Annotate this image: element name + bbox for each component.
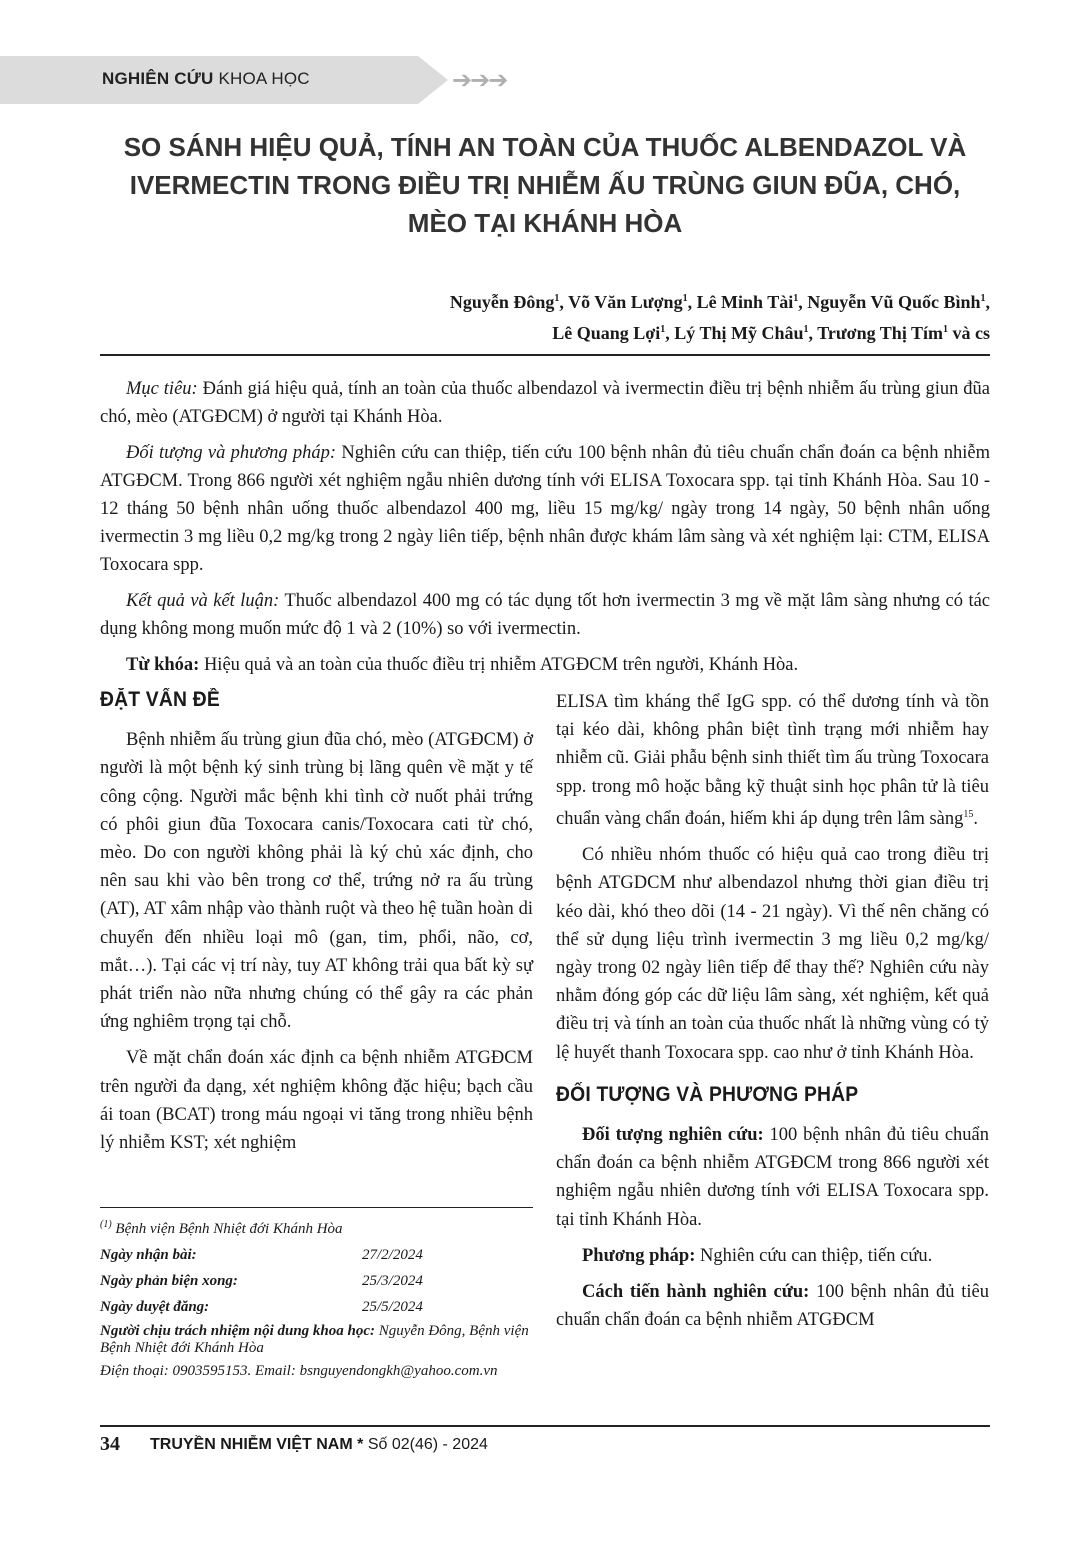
author-name: Nguyễn Vũ Quốc Bình xyxy=(807,292,981,312)
author-tail: và cs xyxy=(952,323,990,343)
author-name: Lê Minh Tài xyxy=(696,292,794,312)
abstract-label: Đối tượng và phương pháp: xyxy=(126,443,337,463)
abstract-text: Đánh giá hiệu quả, tính an toàn của thuốc albendazol và ivermectin điều trị bệnh nhiễm ấu trùng giun đũa chó, mèo (ATGĐCM) ở người tại Khánh Hòa. xyxy=(100,379,990,427)
arrow-right-icon: ➔➔➔ xyxy=(452,66,507,94)
date-value: 27/2/2024 xyxy=(362,1247,423,1263)
responsible-person xyxy=(100,1323,533,1357)
author-name: Lý Thị Mỹ Châu xyxy=(674,323,804,343)
author-name: Trương Thị Tím xyxy=(817,323,943,343)
author-name: Võ Văn Lượng xyxy=(568,292,683,312)
paragraph-text: 100 bệnh nhân đủ tiêu chuẩn chẩn đoán ca bệnh nhiễm ATGĐCM trong 866 người xét nghiệm ngẫu nhiên dương tính với ELISA Toxocara spp. tại tỉnh Khánh Hòa. xyxy=(556,1125,989,1230)
affiliation-mark: 1 xyxy=(803,324,809,335)
abstract-label: Mục tiêu: xyxy=(126,379,198,399)
affiliation-mark: 1 xyxy=(554,293,560,304)
date-label: Ngày duyệt đăng: xyxy=(100,1299,210,1315)
author-name: Lê Quang Lợi xyxy=(552,323,661,343)
paragraph: Về mặt chẩn đoán xác định ca bệnh nhiễm ATGĐCM trên người đa dạng, xét nghiệm không đặc hiệu; bạch cầu ái toan (BCAT) trong máu ngoại vi tăng trong nhiều bệnh lý nhiễm KST; xét nghiệm xyxy=(100,1048,533,1154)
responsible-label: Người chịu trách nhiệm nội dung khoa học: xyxy=(100,1323,376,1339)
paragraph-text: Nghiên cứu can thiệp, tiến cứu. xyxy=(700,1245,933,1266)
author-list: Nguyễn Đông$^1$, Võ Văn Lượng$^1$, Lê Minh Tài$^1$, Nguyễn Vũ Quốc Bình$^1$, Lê Quang Lợi$^1$, Lý Thị Mỹ Châu$^1$, Trương Thị Tím$^1$ và cs xyxy=(449,292,990,343)
responsible-value: Nguyễn Đông, Bệnh viện Bệnh Nhiệt đới Khánh Hòa xyxy=(100,1323,529,1356)
section-label-light: KHOA HỌC xyxy=(218,69,310,88)
paragraph-label: Phương pháp: xyxy=(582,1245,696,1266)
paragraph xyxy=(556,1121,989,1234)
section-heading: ĐỐI TƯỢNG VÀ PHƯƠNG PHÁP xyxy=(556,1082,859,1106)
section-label xyxy=(102,69,310,89)
date-row xyxy=(100,1294,533,1320)
abstract-label: Kết quả và kết luận: xyxy=(126,591,280,611)
paragraph-label: Cách tiến hành nghiên cứu: xyxy=(582,1282,810,1303)
abstract-keywords xyxy=(100,651,990,679)
reference-mark: 15 xyxy=(963,808,974,820)
journal-name xyxy=(150,1436,488,1454)
paragraph: ELISA tìm kháng thể IgG spp. có thể dương tính và tồn tại kéo dài, không phân biệt tình trạng mới nhiễm hay nhiễm cũ. Giải phẫu bệnh sinh thiết tìm ấu trùng Toxocara spp. trong mô hoặc bằng kỹ thuật sinh học phân tử là tiêu chuẩn vàng chẩn đoán, hiếm khi áp dụng trên lâm sàng$^{15}$. xyxy=(556,692,989,829)
author-name: Nguyễn Đông xyxy=(449,292,555,312)
footnote-affiliation xyxy=(100,1212,533,1242)
affiliation-mark: 1 xyxy=(660,324,666,335)
date-label: Ngày phản biện xong: xyxy=(100,1273,238,1289)
paragraph xyxy=(556,1242,989,1270)
section-heading: ĐẶT VẤN ĐỀ xyxy=(100,688,220,711)
paragraph-text: 100 bệnh nhân đủ tiêu chuẩn chẩn đoán ca bệnh nhiễm ATGĐCM xyxy=(556,1282,990,1331)
date-row xyxy=(100,1242,533,1268)
affiliation-mark: 1 xyxy=(793,293,799,304)
affiliation-mark: 1 xyxy=(682,293,688,304)
footer-divider xyxy=(100,1425,990,1427)
date-value: 25/5/2024 xyxy=(362,1299,423,1315)
contact-info: Điện thoại: 0903595153. Email: bsnguyendongkh@yahoo.com.vn xyxy=(100,1363,498,1379)
divider xyxy=(100,354,990,356)
paragraph: Có nhiều nhóm thuốc có hiệu quả cao trong điều trị bệnh ATGDCM như albendazol nhưng thời gian điều trị kéo dài, khó theo dõi (14 - 21 ngày). Vì thế nên chăng có thể sử dụng liệu trình ivermectin 3 mg liều 0,2 mg/kg/ ngày trong 02 ngày liên tiếp để thay thế? Nghiên cứu này nhằm đóng góp các dữ liệu lâm sàng, xét nghiệm, kết quả điều trị và tính an toàn của thuốc nhất là những vùng có tỷ lệ huyết thanh Toxocara spp. cao như ở tỉnh Khánh Hòa. xyxy=(556,845,989,1063)
date-row xyxy=(100,1268,533,1294)
journal-title: TRUYỀN NHIỄM VIỆT NAM xyxy=(150,1436,353,1453)
left-column xyxy=(100,686,533,1165)
page-number: 34 xyxy=(100,1433,120,1455)
paragraph-text: ELISA tìm kháng thể IgG spp. có thể dương tính và tồn tại kéo dài, không phân biệt tình trạng mới nhiễm hay nhiễm cũ. Giải phẫu bệnh sinh thiết tìm ấu trùng Toxocara spp. trong mô hoặc bằng kỹ thuật sinh học phân tử là tiêu chuẩn vàng chẩn đoán, hiếm khi áp dụng trên lâm sàng xyxy=(556,692,989,829)
right-column xyxy=(556,688,989,1342)
paragraph xyxy=(556,1278,989,1334)
abstract-methods xyxy=(100,439,990,579)
journal-separator: * xyxy=(357,1436,364,1453)
article-title: SO SÁNH HIỆU QUẢ, TÍNH AN TOÀN CỦA THUỐC ALBENDAZOL VÀ IVERMECTIN TRONG ĐIỀU TRỊ NHIỄM ẤU TRÙNG GIUN ĐŨA, CHÓ, MÈO TẠI KHÁNH HÒA xyxy=(123,132,967,238)
abstract-text: Thuốc albendazol 400 mg có tác dụng tốt hơn ivermectin 3 mg về mặt lâm sàng nhưng có tác dụng không mong muốn mức độ 1 và 2 (10%) so với ivermectin. xyxy=(100,591,991,639)
affiliation-mark: (1) xyxy=(100,1219,112,1230)
paragraph-label: Đối tượng nghiên cứu: xyxy=(582,1125,764,1145)
abstract-text: Nghiên cứu can thiệp, tiến cứu 100 bệnh nhân đủ tiêu chuẩn chẩn đoán ca bệnh nhiễm ATGĐCM. Trong 866 người xét nghiệm ngẫu nhiên dương tính với ELISA Toxocara spp. tại tỉnh Khánh Hòa. Sau 10 - 12 tháng 50 bệnh nhân uống thuốc albendazol 400 mg, liều 15 mg/kg/ ngày trong 14 ngày, 50 bệnh nhân uống ivermectin 3 mg liều 0,2 mg/kg trong 2 ngày liên tiếp, bệnh nhân được khám lâm sàng và xét nghiệm lại: CTM, ELISA Toxocara spp. xyxy=(100,443,991,575)
abstract-text: Hiệu quả và an toàn của thuốc điều trị nhiễm ATGĐCM trên người, Khánh Hòa. xyxy=(203,655,799,675)
journal-issue: Số 02(46) - 2024 xyxy=(367,1436,488,1453)
abstract-label: Từ khóa: xyxy=(126,655,200,675)
section-label-bold: NGHIÊN CỨU xyxy=(102,69,214,88)
abstract-objective xyxy=(100,375,990,431)
date-label: Ngày nhận bài: xyxy=(100,1247,197,1263)
abstract xyxy=(100,375,990,687)
footnote xyxy=(100,1207,533,1381)
abstract-results xyxy=(100,587,990,643)
date-value: 25/3/2024 xyxy=(362,1273,423,1289)
affiliation-text: Bệnh viện Bệnh Nhiệt đới Khánh Hòa xyxy=(115,1221,343,1237)
affiliation-mark: 1 xyxy=(980,293,986,304)
paragraph: Bệnh nhiễm ấu trùng giun đũa chó, mèo (ATGĐCM) ở người là một bệnh ký sinh trùng bị lãng quên về mặt y tế công cộng. Người mắc bệnh khi tình cờ nuốt phải trứng có phôi giun đũa Toxocara canis/Toxocara cati từ chó, mèo. Do con người không phải là ký chủ xác định, cho nên sau khi vào bên trong cơ thể, trứng nở ra ấu trùng (AT), AT xâm nhập vào thành ruột và theo hệ tuần hoàn di chuyển đến nhiều loại mô (gan, tim, phổi, não, cơ, mắt…). Tại các vị trí này, tuy AT không trải qua bất kỳ sự phát triển nào nữa nhưng chúng có thể gây ra các phản ứng nghiêm trọng tại chỗ. xyxy=(100,730,533,1033)
affiliation-mark: 1 xyxy=(943,324,948,335)
